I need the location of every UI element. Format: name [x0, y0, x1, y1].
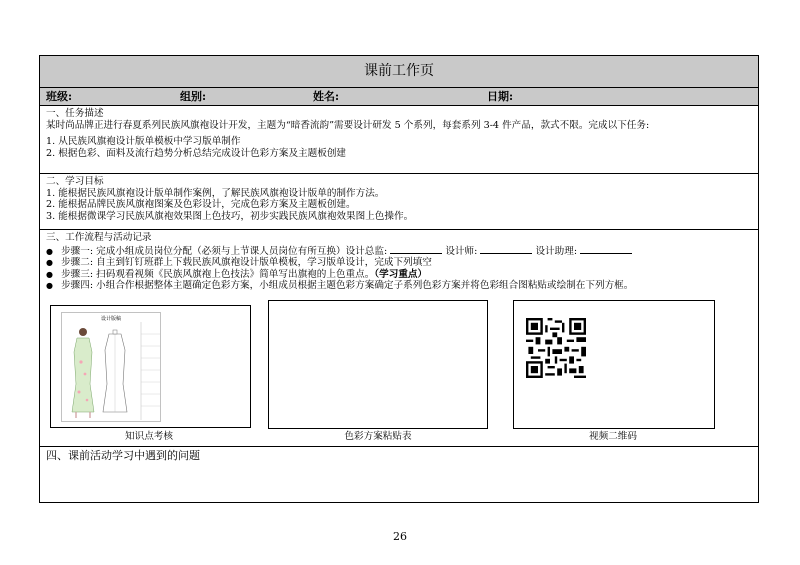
director-blank[interactable]: [390, 244, 442, 254]
task-description-section: [40, 106, 758, 174]
designer-blank[interactable]: [480, 244, 532, 254]
section-heading: 四、课前活动学习中遇到的问题: [46, 449, 200, 462]
section-heading: 三、工作流程与活动记录: [46, 232, 152, 243]
step-one: ● 步骤一: 完成小组成员岗位分配（必须与上节课人员岗位有所互换）设计总监: 设计师: 设计助理:: [46, 244, 752, 258]
bullet-icon: ●: [46, 281, 53, 291]
task-item: 1. 从民族风旗袍设计版单模板中学习版单制作: [46, 136, 241, 148]
bullet-icon: ●: [46, 258, 53, 268]
garment-template-image: [61, 312, 161, 422]
page-title: 课前工作页: [40, 56, 758, 88]
bullet-icon: ●: [46, 246, 53, 256]
caption-video-qr: 视频二维码: [589, 431, 637, 442]
caption-color-scheme: 色彩方案粘贴表: [344, 431, 412, 442]
name-label: 姓名:: [313, 90, 340, 103]
step-three: ● 步骤三: 扫码观看视频《民族风旗袍上色技法》简单写出旗袍的上色重点。（学习重点）: [46, 268, 428, 280]
problems-section[interactable]: [40, 447, 758, 504]
workflow-section: [40, 230, 758, 447]
template-image-box: [50, 305, 251, 428]
color-scheme-paste-box[interactable]: [268, 300, 488, 429]
assistant-blank[interactable]: [580, 244, 632, 254]
goal-item: 3. 能根据微课学习民族风旗袍效果图上色技巧，初步实践民族风旗袍效果图上色操作。: [46, 210, 414, 222]
qr-code-image[interactable]: [526, 318, 586, 378]
step-four: ● 步骤四: 小组合作根据整体主题确定色彩方案，小组成员根据主题色彩方案确定子系列色彩方案并将色彩组合图粘贴或绘制在下列方框。: [46, 280, 634, 292]
step-two: ● 步骤二: 自主到钉钉班群上下载民族风旗袍设计版单模板，学习版单设计，完成下列填空: [46, 257, 432, 269]
caption-knowledge-check: 知识点考核: [125, 431, 173, 442]
page-number: 26: [393, 530, 407, 543]
task-description-text: 某时尚品牌正进行春夏系列民族风旗袍设计开发，主题为“暗香流韵”需要设计研发 5 个系列，每套系列 3-4 件产品，款式不限。完成以下任务:: [46, 119, 650, 131]
template-title: 设计版稿: [100, 316, 122, 322]
bullet-icon: ●: [46, 269, 53, 279]
group-label: 组别:: [180, 90, 207, 103]
date-label: 日期:: [487, 90, 514, 103]
goal-item: 2. 能根据品牌民族风旗袍图案及色彩设计，完成色彩方案及主题板创建。: [46, 199, 356, 211]
learning-goals-section: [40, 174, 758, 230]
task-item: 2. 根据色彩、面料及流行趋势分析总结完成设计色彩方案及主题板创建: [46, 147, 347, 159]
section-heading: 一、任务描述: [46, 108, 104, 119]
qr-code-box: [513, 300, 715, 429]
section-heading: 二、学习目标: [46, 176, 104, 187]
worksheet: [39, 55, 759, 503]
goal-item: 1. 能根据民族风旗袍设计版单制作案例，了解民族风旗袍设计版单的制作方法。: [46, 187, 385, 199]
info-row: [40, 88, 758, 106]
class-label: 班级:: [46, 90, 73, 103]
